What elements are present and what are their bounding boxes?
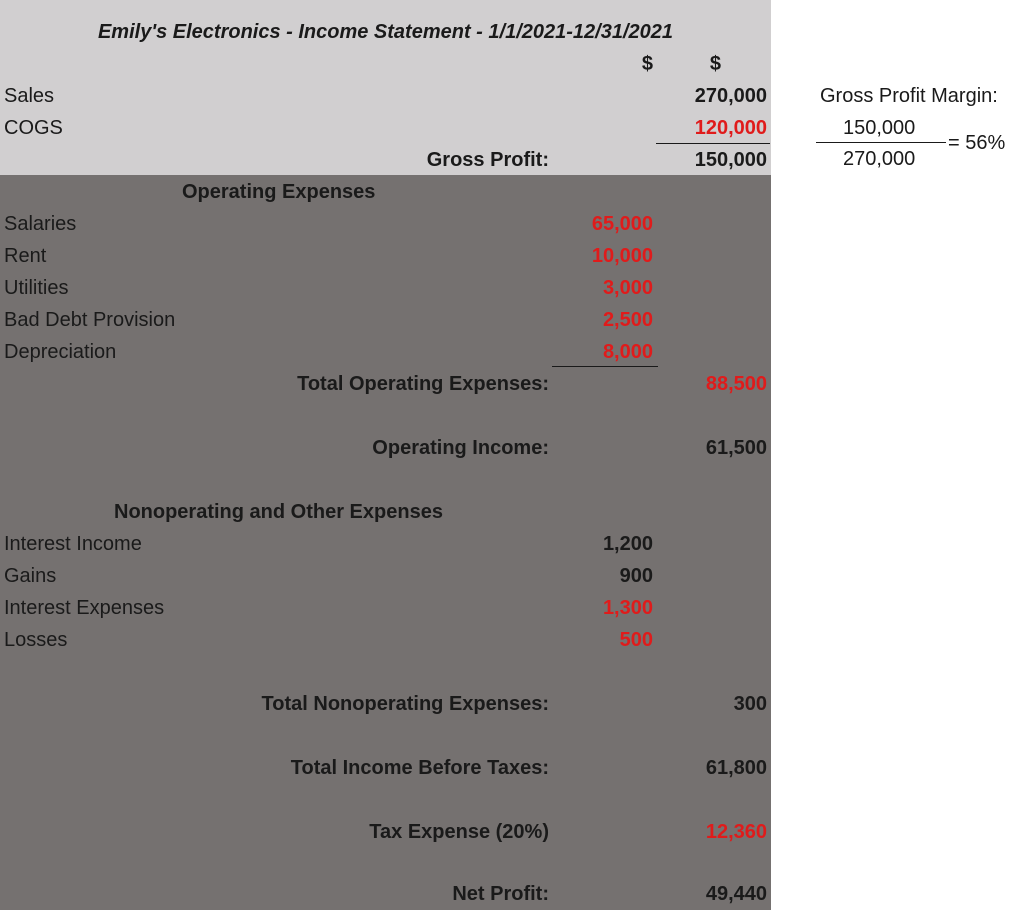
net-profit-label: Net Profit: xyxy=(452,883,549,905)
operating-expense-value: 8,000 xyxy=(602,341,653,363)
nonoperating-row xyxy=(0,592,771,624)
operating-expense-label: Utilities xyxy=(4,277,69,299)
nonoperating-row xyxy=(0,528,771,560)
total-operating-expenses-value: 88,500 xyxy=(705,373,767,395)
tax-expense-value: 12,360 xyxy=(705,821,767,843)
total-nonoperating-value: 300 xyxy=(733,693,767,715)
sales-label: Sales xyxy=(4,85,55,107)
currency-header-c: $ xyxy=(709,53,721,75)
total-operating-expenses-row xyxy=(0,368,771,400)
gross-profit-margin-numerator: 150,000 xyxy=(843,117,916,139)
income-before-taxes-value: 61,800 xyxy=(705,757,767,779)
operating-expense-value: 3,000 xyxy=(602,277,653,299)
income-before-taxes-row xyxy=(0,752,771,784)
sales-value: 270,000 xyxy=(694,85,767,107)
gross-profit-row xyxy=(0,144,771,176)
operating-expense-value: 10,000 xyxy=(591,245,653,267)
cogs-row xyxy=(0,112,771,144)
nonoperating-label: Interest Income xyxy=(4,533,142,555)
operating-expense-row xyxy=(0,240,771,272)
operating-expense-row xyxy=(0,336,771,368)
operating-expense-value: 2,500 xyxy=(602,309,653,331)
tax-expense-row xyxy=(0,816,771,848)
operating-expense-row xyxy=(0,208,771,240)
operating-expenses-heading: Operating Expenses xyxy=(182,181,376,203)
total-nonoperating-row xyxy=(0,688,771,720)
nonoperating-label: Interest Expenses xyxy=(4,597,165,619)
net-profit-value: 49,440 xyxy=(705,883,767,905)
income-before-taxes-label: Total Income Before Taxes: xyxy=(290,757,549,779)
nonoperating-value: 1,200 xyxy=(602,533,653,555)
operating-expense-row xyxy=(0,272,771,304)
gross-profit-margin-label: Gross Profit Margin: xyxy=(820,85,998,107)
currency-header-b: $ xyxy=(641,53,653,75)
operating-expenses-underline xyxy=(552,366,658,367)
total-nonoperating-label: Total Nonoperating Expenses: xyxy=(261,693,549,715)
net-profit-row xyxy=(0,878,771,910)
tax-expense-label: Tax Expense (20%) xyxy=(369,821,549,843)
gross-profit-margin-denominator: 270,000 xyxy=(843,148,916,170)
gross-profit-value: 150,000 xyxy=(694,149,767,171)
cogs-value: 120,000 xyxy=(694,117,767,139)
nonoperating-label: Gains xyxy=(4,565,57,587)
operating-income-row xyxy=(0,432,771,464)
nonoperating-heading-row xyxy=(0,496,771,528)
operating-expense-label: Salaries xyxy=(4,213,77,235)
gross-profit-label: Gross Profit: xyxy=(426,149,549,171)
nonoperating-label: Losses xyxy=(4,629,68,651)
operating-income-label: Operating Income: xyxy=(372,437,549,459)
operating-expenses-heading-row xyxy=(0,176,771,208)
sales-row xyxy=(0,80,771,112)
operating-expense-row xyxy=(0,304,771,336)
total-operating-expenses-label: Total Operating Expenses: xyxy=(297,373,549,395)
nonoperating-heading: Nonoperating and Other Expenses xyxy=(114,501,443,523)
nonoperating-row xyxy=(0,560,771,592)
nonoperating-value: 1,300 xyxy=(602,597,653,619)
operating-expense-label: Bad Debt Provision xyxy=(4,309,176,331)
gross-profit-margin-result: = 56% xyxy=(948,132,1006,154)
operating-income-value: 61,500 xyxy=(705,437,767,459)
operating-expense-label: Rent xyxy=(4,245,47,267)
nonoperating-value: 900 xyxy=(619,565,653,587)
operating-expense-label: Depreciation xyxy=(4,341,117,363)
nonoperating-value: 500 xyxy=(619,629,653,651)
currency-header-row xyxy=(0,48,771,80)
nonoperating-row xyxy=(0,624,771,656)
statement-title: Emily's Electronics - Income Statement - 1/1/2021-12/31/2021 xyxy=(97,21,674,43)
cogs-label: COGS xyxy=(4,117,63,139)
operating-expense-value: 65,000 xyxy=(591,213,653,235)
